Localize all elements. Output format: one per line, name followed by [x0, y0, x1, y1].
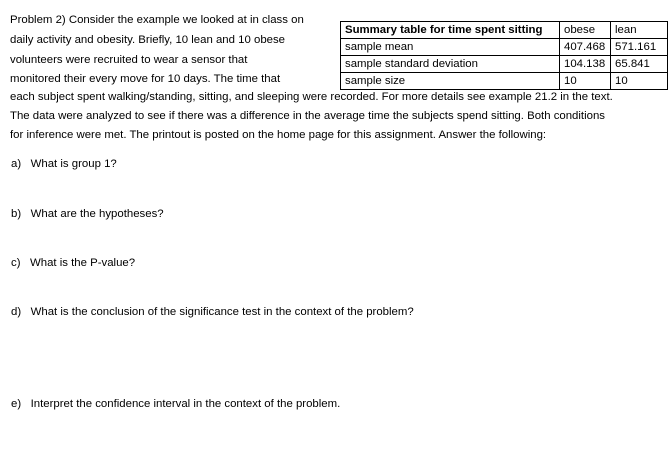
table-row	[341, 56, 668, 73]
question-text: What are the hypotheses?	[30, 208, 164, 220]
question-letter: a)	[11, 158, 22, 170]
table-row	[341, 73, 668, 90]
intro-line-4: monitored their every move for 10 days. The time that	[10, 73, 281, 85]
question-text: What is the conclusion of the significance test in the context of the problem?	[30, 306, 414, 318]
intro-line-7: for inference were met. The printout is posted on the home page for this assignment. Answer the following:	[10, 129, 547, 141]
cell-lean: 571.161	[611, 39, 668, 56]
cell-lean: 10	[611, 73, 668, 90]
question-letter: b)	[11, 208, 22, 220]
cell-obese: 407.468	[560, 39, 611, 56]
question-letter: e)	[11, 398, 22, 410]
row-label: sample size	[341, 73, 560, 90]
summary-table	[340, 21, 668, 90]
question-text: What is group 1?	[30, 158, 117, 170]
question-a	[11, 157, 117, 171]
cell-obese: 10	[560, 73, 611, 90]
summary-table-header-row	[341, 22, 668, 39]
table-row	[341, 39, 668, 56]
question-letter: d)	[11, 306, 22, 318]
question-d	[11, 305, 414, 319]
question-e	[11, 397, 340, 411]
question-text: What is the P-value?	[30, 257, 136, 269]
question-text: Interpret the confidence interval in the context of the problem.	[30, 398, 341, 410]
row-label: sample standard deviation	[341, 56, 560, 73]
intro-line-3: volunteers were recruited to wear a sensor that	[10, 54, 248, 66]
intro-line-1: Problem 2) Consider the example we looked at in class on	[10, 14, 304, 26]
row-label: sample mean	[341, 39, 560, 56]
question-c	[11, 256, 135, 270]
cell-obese: 104.138	[560, 56, 611, 73]
question-b	[11, 207, 164, 221]
intro-line-5: each subject spent walking/standing, sitting, and sleeping were recorded. For more details see example 21.2 in the text.	[10, 91, 613, 103]
column-header-lean: lean	[611, 22, 668, 39]
intro-line-2: daily activity and obesity. Briefly, 10 lean and 10 obese	[10, 34, 286, 46]
column-header-obese: obese	[560, 22, 611, 39]
question-letter: c)	[11, 257, 21, 269]
cell-lean: 65.841	[611, 56, 668, 73]
summary-table-title: Summary table for time spent sitting	[341, 22, 560, 39]
intro-line-6: The data were analyzed to see if there was a difference in the average time the subjects spend sitting. Both conditions	[10, 110, 605, 122]
